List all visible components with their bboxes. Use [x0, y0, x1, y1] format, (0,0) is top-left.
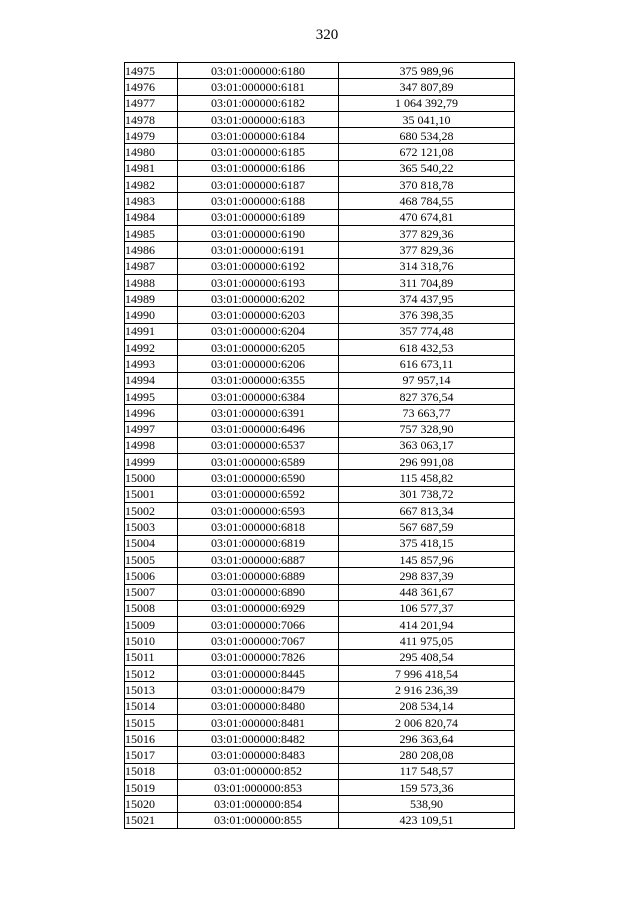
row-number-cell: 14990 [125, 307, 178, 323]
table-row [125, 421, 515, 437]
row-number-cell: 15007 [125, 584, 178, 600]
cadastral-number-cell: 03:01:000000:6887 [178, 551, 339, 567]
table-row [125, 600, 515, 616]
cadastral-number-cell: 03:01:000000:6203 [178, 307, 339, 323]
table-row [125, 503, 515, 519]
cadastral-number-cell: 03:01:000000:7067 [178, 633, 339, 649]
table-row [125, 111, 515, 127]
row-number-cell: 14992 [125, 340, 178, 356]
table-row [125, 405, 515, 421]
table-row [125, 128, 515, 144]
cadastral-value-cell: 376 398,35 [339, 307, 515, 323]
table-row [125, 535, 515, 551]
cadastral-number-cell: 03:01:000000:6186 [178, 160, 339, 176]
row-number-cell: 15010 [125, 633, 178, 649]
row-number-cell: 14996 [125, 405, 178, 421]
table-row [125, 274, 515, 290]
row-number-cell: 14975 [125, 63, 178, 79]
cadastral-number-cell: 03:01:000000:8480 [178, 698, 339, 714]
table-row [125, 307, 515, 323]
row-number-cell: 15005 [125, 551, 178, 567]
cadastral-value-cell: 159 573,36 [339, 780, 515, 796]
cadastral-number-cell: 03:01:000000:6191 [178, 242, 339, 258]
table-row [125, 763, 515, 779]
row-number-cell: 14976 [125, 79, 178, 95]
page-number: 320 [315, 27, 339, 43]
cadastral-value-cell: 117 548,57 [339, 763, 515, 779]
table-row [125, 144, 515, 160]
cadastral-value-cell: 314 318,76 [339, 258, 515, 274]
cadastral-value-cell: 667 813,34 [339, 503, 515, 519]
row-number-cell: 15004 [125, 535, 178, 551]
cadastral-number-cell: 03:01:000000:6190 [178, 225, 339, 241]
cadastral-value-cell: 616 673,11 [339, 356, 515, 372]
cadastral-value-cell: 2 916 236,39 [339, 682, 515, 698]
table-row [125, 796, 515, 812]
row-number-cell: 15009 [125, 617, 178, 633]
row-number-cell: 14991 [125, 323, 178, 339]
cadastral-value-cell: 375 989,96 [339, 63, 515, 79]
table-row [125, 486, 515, 502]
cadastral-value-cell: 680 534,28 [339, 128, 515, 144]
row-number-cell: 15013 [125, 682, 178, 698]
table-row [125, 242, 515, 258]
table-row [125, 340, 515, 356]
row-number-cell: 15017 [125, 747, 178, 763]
table-row [125, 160, 515, 176]
cadastral-value-cell: 2 006 820,74 [339, 714, 515, 730]
row-number-cell: 14995 [125, 388, 178, 404]
table-row [125, 470, 515, 486]
cadastral-number-cell: 03:01:000000:6496 [178, 421, 339, 437]
row-number-cell: 14997 [125, 421, 178, 437]
cadastral-value-cell: 672 121,08 [339, 144, 515, 160]
cadastral-value-cell: 1 064 392,79 [339, 95, 515, 111]
cadastral-value-cell: 377 829,36 [339, 242, 515, 258]
cadastral-number-cell: 03:01:000000:6180 [178, 63, 339, 79]
row-number-cell: 15002 [125, 503, 178, 519]
cadastral-number-cell: 03:01:000000:6819 [178, 535, 339, 551]
cadastral-number-cell: 03:01:000000:6589 [178, 454, 339, 470]
cadastral-value-cell: 298 837,39 [339, 568, 515, 584]
row-number-cell: 15006 [125, 568, 178, 584]
cadastral-value-cell: 295 408,54 [339, 649, 515, 665]
table-row [125, 568, 515, 584]
cadastral-number-cell: 03:01:000000:855 [178, 812, 339, 828]
row-number-cell: 14980 [125, 144, 178, 160]
cadastral-number-cell: 03:01:000000:6590 [178, 470, 339, 486]
table-row [125, 209, 515, 225]
row-number-cell: 14993 [125, 356, 178, 372]
table-row [125, 731, 515, 747]
cadastral-value-cell: 347 807,89 [339, 79, 515, 95]
cadastral-number-cell: 03:01:000000:6384 [178, 388, 339, 404]
cadastral-number-cell: 03:01:000000:6187 [178, 177, 339, 193]
row-number-cell: 15012 [125, 665, 178, 681]
cadastral-number-cell: 03:01:000000:8479 [178, 682, 339, 698]
cadastral-number-cell: 03:01:000000:6818 [178, 519, 339, 535]
cadastral-number-cell: 03:01:000000:8481 [178, 714, 339, 730]
table-row [125, 225, 515, 241]
row-number-cell: 15014 [125, 698, 178, 714]
row-number-cell: 14984 [125, 209, 178, 225]
table-row [125, 454, 515, 470]
row-number-cell: 14986 [125, 242, 178, 258]
cadastral-value-cell: 365 540,22 [339, 160, 515, 176]
cadastral-number-cell: 03:01:000000:6206 [178, 356, 339, 372]
cadastral-number-cell: 03:01:000000:8482 [178, 731, 339, 747]
cadastral-number-cell: 03:01:000000:6205 [178, 340, 339, 356]
row-number-cell: 15000 [125, 470, 178, 486]
cadastral-number-cell: 03:01:000000:6183 [178, 111, 339, 127]
cadastral-value-cell: 538,90 [339, 796, 515, 812]
table-row [125, 437, 515, 453]
table-row [125, 812, 515, 828]
cadastral-value-cell: 377 829,36 [339, 225, 515, 241]
cadastral-number-cell: 03:01:000000:7826 [178, 649, 339, 665]
cadastral-number-cell: 03:01:000000:6593 [178, 503, 339, 519]
row-number-cell: 14987 [125, 258, 178, 274]
table-row [125, 665, 515, 681]
table-row [125, 372, 515, 388]
cadastral-number-cell: 03:01:000000:6182 [178, 95, 339, 111]
cadastral-value-cell: 296 363,64 [339, 731, 515, 747]
row-number-cell: 15016 [125, 731, 178, 747]
table-row [125, 633, 515, 649]
cadastral-value-cell: 618 432,53 [339, 340, 515, 356]
cadastral-number-cell: 03:01:000000:6193 [178, 274, 339, 290]
row-number-cell: 14994 [125, 372, 178, 388]
cadastral-value-cell: 357 774,48 [339, 323, 515, 339]
cadastral-value-cell: 414 201,94 [339, 617, 515, 633]
table-row [125, 193, 515, 209]
table-row [125, 79, 515, 95]
cadastral-value-cell: 468 784,55 [339, 193, 515, 209]
cadastral-number-cell: 03:01:000000:6391 [178, 405, 339, 421]
cadastral-number-cell: 03:01:000000:6355 [178, 372, 339, 388]
cadastral-number-cell: 03:01:000000:7066 [178, 617, 339, 633]
table-body [125, 63, 515, 829]
cadastral-number-cell: 03:01:000000:8483 [178, 747, 339, 763]
cadastral-value-table [124, 62, 515, 829]
row-number-cell: 14989 [125, 291, 178, 307]
row-number-cell: 15015 [125, 714, 178, 730]
cadastral-value-cell: 411 975,05 [339, 633, 515, 649]
row-number-cell: 14985 [125, 225, 178, 241]
table-row [125, 617, 515, 633]
cadastral-value-cell: 363 063,17 [339, 437, 515, 453]
table-row [125, 747, 515, 763]
row-number-cell: 15011 [125, 649, 178, 665]
cadastral-value-cell: 375 418,15 [339, 535, 515, 551]
cadastral-value-cell: 301 738,72 [339, 486, 515, 502]
cadastral-value-cell: 470 674,81 [339, 209, 515, 225]
cadastral-number-cell: 03:01:000000:6929 [178, 600, 339, 616]
row-number-cell: 15020 [125, 796, 178, 812]
cadastral-value-cell: 7 996 418,54 [339, 665, 515, 681]
table-row [125, 177, 515, 193]
row-number-cell: 15008 [125, 600, 178, 616]
cadastral-value-cell: 115 458,82 [339, 470, 515, 486]
row-number-cell: 15019 [125, 780, 178, 796]
cadastral-number-cell: 03:01:000000:6204 [178, 323, 339, 339]
row-number-cell: 14979 [125, 128, 178, 144]
cadastral-number-cell: 03:01:000000:6202 [178, 291, 339, 307]
cadastral-number-cell: 03:01:000000:6189 [178, 209, 339, 225]
table-row [125, 388, 515, 404]
table-row [125, 551, 515, 567]
row-number-cell: 14982 [125, 177, 178, 193]
table-row [125, 584, 515, 600]
table-row [125, 780, 515, 796]
table-row [125, 291, 515, 307]
cadastral-value-cell: 145 857,96 [339, 551, 515, 567]
cadastral-value-cell: 311 704,89 [339, 274, 515, 290]
table-row [125, 682, 515, 698]
table-row [125, 698, 515, 714]
cadastral-number-cell: 03:01:000000:6188 [178, 193, 339, 209]
cadastral-value-cell: 97 957,14 [339, 372, 515, 388]
cadastral-value-cell: 757 328,90 [339, 421, 515, 437]
row-number-cell: 15001 [125, 486, 178, 502]
cadastral-value-cell: 296 991,08 [339, 454, 515, 470]
cadastral-number-cell: 03:01:000000:6185 [178, 144, 339, 160]
cadastral-number-cell: 03:01:000000:6192 [178, 258, 339, 274]
cadastral-value-cell: 73 663,77 [339, 405, 515, 421]
cadastral-value-cell: 448 361,67 [339, 584, 515, 600]
cadastral-value-cell: 567 687,59 [339, 519, 515, 535]
row-number-cell: 15018 [125, 763, 178, 779]
cadastral-value-cell: 423 109,51 [339, 812, 515, 828]
cadastral-number-cell: 03:01:000000:6889 [178, 568, 339, 584]
row-number-cell: 14977 [125, 95, 178, 111]
table-row [125, 95, 515, 111]
cadastral-value-cell: 106 577,37 [339, 600, 515, 616]
cadastral-number-cell: 03:01:000000:6537 [178, 437, 339, 453]
table-row [125, 258, 515, 274]
table-row [125, 519, 515, 535]
cadastral-value-cell: 280 208,08 [339, 747, 515, 763]
row-number-cell: 14988 [125, 274, 178, 290]
row-number-cell: 15003 [125, 519, 178, 535]
row-number-cell: 15021 [125, 812, 178, 828]
cadastral-value-cell: 374 437,95 [339, 291, 515, 307]
cadastral-number-cell: 03:01:000000:6890 [178, 584, 339, 600]
cadastral-number-cell: 03:01:000000:8445 [178, 665, 339, 681]
cadastral-number-cell: 03:01:000000:854 [178, 796, 339, 812]
cadastral-number-cell: 03:01:000000:6592 [178, 486, 339, 502]
table-row [125, 63, 515, 79]
cadastral-number-cell: 03:01:000000:6181 [178, 79, 339, 95]
row-number-cell: 14981 [125, 160, 178, 176]
row-number-cell: 14978 [125, 111, 178, 127]
cadastral-value-cell: 35 041,10 [339, 111, 515, 127]
row-number-cell: 14983 [125, 193, 178, 209]
table-row [125, 356, 515, 372]
table-row [125, 323, 515, 339]
row-number-cell: 14998 [125, 437, 178, 453]
cadastral-value-cell: 827 376,54 [339, 388, 515, 404]
cadastral-value-cell: 370 818,78 [339, 177, 515, 193]
cadastral-number-cell: 03:01:000000:6184 [178, 128, 339, 144]
table-row [125, 649, 515, 665]
cadastral-value-cell: 208 534,14 [339, 698, 515, 714]
row-number-cell: 14999 [125, 454, 178, 470]
cadastral-number-cell: 03:01:000000:852 [178, 763, 339, 779]
table-row [125, 714, 515, 730]
cadastral-number-cell: 03:01:000000:853 [178, 780, 339, 796]
